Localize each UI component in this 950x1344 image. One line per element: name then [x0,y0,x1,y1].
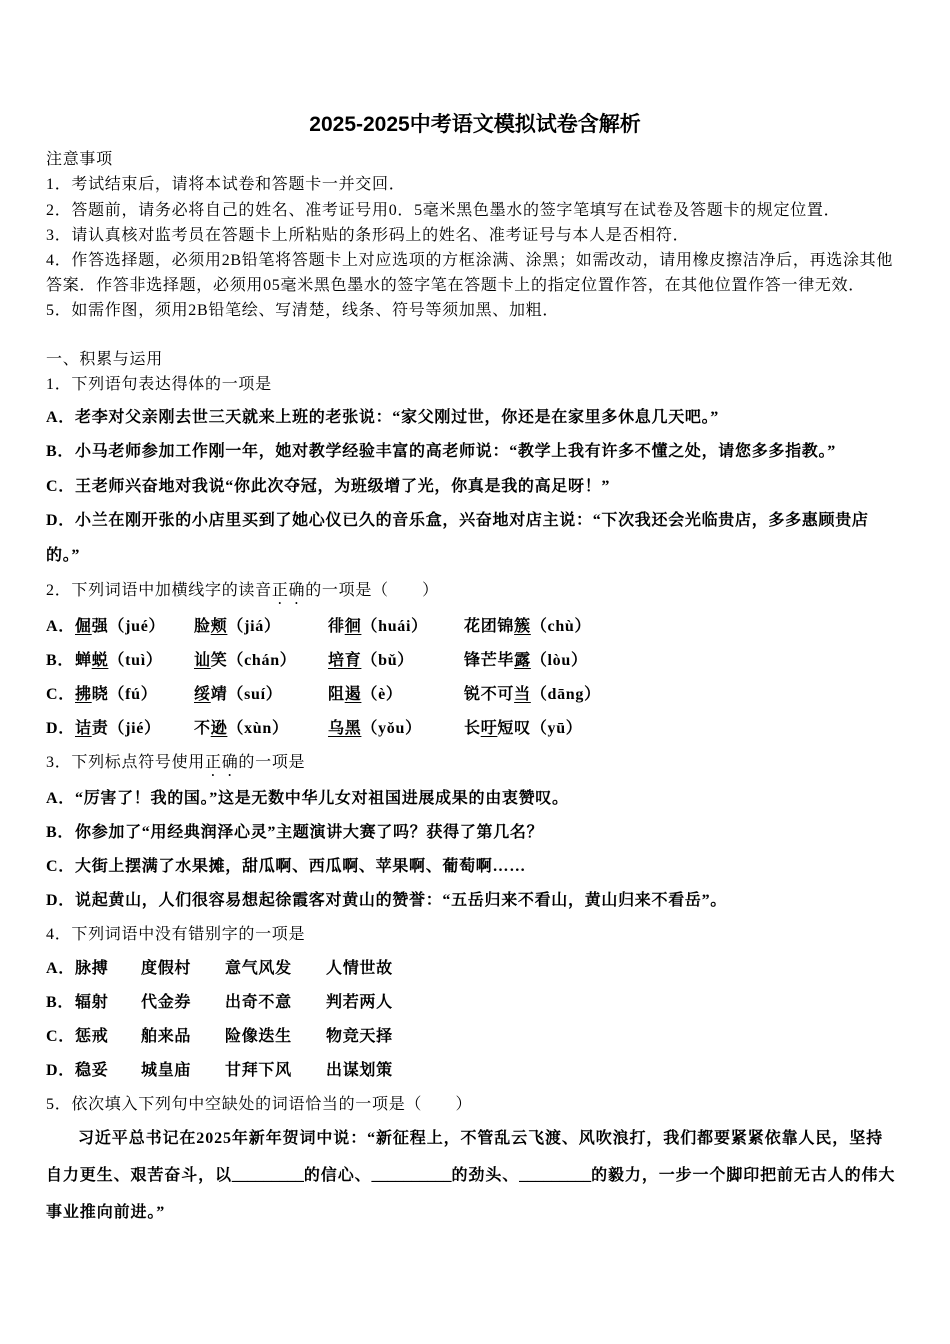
option-label: D． [46,512,75,529]
option-word [328,617,464,637]
pinyin: （bǔ） [361,652,415,669]
option-label: C． [46,858,75,875]
option-text: 小兰在刚开张的小店里买到了她心仪已久的音乐盒，兴奋地对店主说：“下次我还会光临贵店，多多惠顾贵店 [75,512,869,529]
option-label: D． [46,720,75,737]
option-text: 老李对父亲刚去世三天就来上班的老张说：“家父刚过世，你还是在家里多休息几天吧。” [75,409,720,426]
q2-option-d [46,719,583,739]
fill-blank: __________ [371,1167,452,1184]
pinyin: （chán） [227,652,297,669]
passage-text: 的劲头、 [451,1167,520,1184]
underlined-char: 蜕 [91,652,109,669]
q3-option-b [46,823,543,843]
q4-option-d [46,1061,393,1081]
underlined-char: 拂 [75,686,92,703]
option-word [328,719,464,739]
option-word [464,719,583,739]
underlined-char: 培育 [328,652,362,669]
word-text: 靖 [210,686,228,703]
underlined-char: 徊 [344,618,362,635]
option-label: B． [46,443,75,460]
q3-option-a [46,789,569,809]
pinyin: （jiá） [227,618,281,635]
emphasis-text: 正确 [205,754,239,771]
stem-text: 的一项是（ ） [305,582,439,599]
pinyin: （fú） [108,686,158,703]
q5-stem: 5．依次填入下列句中空缺处的词语恰当的一项是（ ） [46,1096,473,1113]
pinyin: （yū） [530,720,583,737]
word-text: 锋芒毕 [464,652,515,669]
option-word: 城皇庙 [141,1062,192,1079]
option-word [464,685,601,705]
notice-line: 3．请认真核对监考员在答题卡上所粘贴的条形码上的姓名、准考证号与本人是否相符． [46,227,690,244]
option-word: 度假村 [141,960,192,977]
stem-text: 的一项是 [238,754,306,771]
option-word [328,651,464,671]
option-word [75,719,194,739]
option-word: 物竞天择 [326,1028,393,1045]
q1-option-b [46,442,836,462]
q5-passage-line [46,1166,895,1186]
underlined-char: 乌黑 [328,720,362,737]
pinyin: （yǒu） [361,720,422,737]
option-word: 意气风发 [225,960,292,977]
option-word [194,685,328,705]
option-word [328,685,464,705]
q5-passage-line: 习近平总书记在2025年新年贺词中说：“新征程上，不管乱云飞渡、风吹浪打，我们都要紧紧依靠人民，坚持 [78,1130,884,1147]
underlined-char: 讪 [194,652,211,669]
emphasis-text: 正确 [271,582,306,599]
option-label: B． [46,824,75,841]
option-word [464,651,588,671]
word-text: 责 [91,720,109,737]
pinyin: （jié） [108,720,161,737]
word-text: 强 [91,618,109,635]
option-text: 说起黄山，人们很容易想起徐霞客对黄山的赞誉：“五岳归来不看山，黄山归来不看岳”。 [75,892,728,909]
notice-line: 答案．作答非选择题，必须用05毫米黑色墨水的签字笔在答题卡上的指定位置作答，在其他位置作答一律无效． [46,277,866,294]
word-text: 脸 [194,618,211,635]
q4-option-b [46,993,393,1013]
word-text: 不 [194,720,211,737]
passage-text: 的信心、 [303,1167,372,1184]
option-text: “厉害了！我的国。”这是无数中华儿女对祖国进展成果的由衷赞叹。 [75,790,569,807]
word-text: 花团锦 [464,618,515,635]
word-text: 长 [464,720,481,737]
option-word: 脉搏 [75,960,109,977]
option-word [75,685,194,705]
underlined-char: 遏 [344,686,362,703]
section-heading: 一、积累与运用 [46,351,163,368]
pinyin: （xùn） [227,720,289,737]
q3-option-d [46,891,727,911]
underlined-char: 簇 [514,618,531,635]
notice-line: 4．作答选择题，必须用2B铅笔将答题卡上对应选项的方框涂满、涂黑；如需改动，请用橡皮擦洁净后，再选涂其他 [46,252,894,269]
pinyin: （jué） [108,618,166,635]
option-label: C． [46,478,75,495]
underlined-char: 露 [514,652,531,669]
q3-option-c [46,857,526,877]
option-label: A． [46,409,75,426]
pinyin: （huái） [361,618,428,635]
option-word: 辐射 [75,994,109,1011]
notice-line: 1．考试结束后，请将本试卷和答题卡一并交回． [46,176,406,193]
pinyin: （tuì） [108,652,163,669]
underlined-char: 逊 [210,720,228,737]
option-label: A． [46,790,75,807]
option-label: D． [46,1062,75,1079]
fill-blank: _________ [519,1167,592,1184]
option-text: 王老师兴奋地对我说“你此次夺冠，为班级增了光，你真是我的高足呀！” [75,478,611,495]
notice-line: 2．答题前，请务必将自己的姓名、准考证号用0．5毫米黑色墨水的签字笔填写在试卷及答题卡的规定位置． [46,202,841,219]
option-text: 你参加了“用经典润泽心灵”主题演讲大赛了吗？获得了第几名？ [75,824,544,841]
option-label: B． [46,652,75,669]
option-word: 稳妥 [75,1062,109,1079]
option-word [194,719,328,739]
q4-option-a [46,959,393,979]
q1-stem: 1．下列语句表达得体的一项是 [46,376,272,393]
word-text: 笑 [210,652,228,669]
option-word [75,651,194,671]
option-label: C． [46,686,75,703]
q2-option-a [46,617,591,637]
q3-stem [46,753,305,780]
notice-line: 5．如需作图，须用2B铅笔绘、写清楚，线条、符号等须加黑、加粗． [46,302,560,319]
fill-blank: _________ [231,1167,304,1184]
passage-text: 自力更生、艰苦奋斗，以 [46,1167,232,1184]
underlined-char: 诘 [75,720,92,737]
option-word: 人情世故 [326,960,393,977]
option-word: 判若两人 [326,994,393,1011]
q1-option-a [46,408,719,428]
q2-stem [46,581,439,608]
option-label: C． [46,1028,75,1045]
word-text: 短叹 [497,720,531,737]
word-text: 晓 [91,686,109,703]
underlined-char: 吁 [480,720,498,737]
option-word [194,651,328,671]
option-word: 代金券 [141,994,192,1011]
option-word: 惩戒 [75,1028,109,1045]
word-text: 阻 [328,686,345,703]
pinyin: （lòu） [530,652,588,669]
word-text: 徘 [328,618,345,635]
option-word [194,617,328,637]
option-word: 舶来品 [141,1028,192,1045]
option-word [464,617,591,637]
notice-heading: 注意事项 [46,151,113,168]
option-label: A． [46,618,75,635]
pinyin: （suí） [227,686,283,703]
page-title: 2025-2025中考语文模拟试卷含解析 [309,113,641,136]
pinyin: （dāng） [530,686,601,703]
underlined-char: 倔 [75,618,92,635]
pinyin: （è） [361,686,403,703]
option-word: 出谋划策 [326,1062,393,1079]
underlined-char: 绥 [194,686,211,703]
pinyin: （chù） [530,618,592,635]
option-label: B． [46,994,75,1011]
option-label: A． [46,960,75,977]
option-word [75,617,194,637]
option-word: 甘拜下风 [225,1062,292,1079]
q1-option-d [46,511,869,531]
passage-text: 的毅力，一步一个脚印把前无古人的伟大 [591,1167,896,1184]
q2-option-c [46,685,601,705]
underlined-char: 当 [514,686,531,703]
q4-stem: 4．下列词语中没有错别字的一项是 [46,926,306,943]
option-label: D． [46,892,75,909]
option-text: 小马老师参加工作刚一年，她对教学经验丰富的高老师说：“教学上我有许多不懂之处，请您多多指教。” [75,443,836,460]
q5-passage-line: 事业推向前进。” [46,1204,166,1221]
option-text: 大街上摆满了水果摊，甜瓜啊、西瓜啊、苹果啊、葡萄啊…… [75,858,526,875]
option-word: 出奇不意 [225,994,292,1011]
q1-option-c [46,477,610,497]
stem-text: 3．下列标点符号使用 [46,754,206,771]
word-text: 锐不可 [464,686,515,703]
option-word: 险像迭生 [225,1028,292,1045]
word-text: 蝉 [75,652,92,669]
stem-text: 2．下列词语中加横线字的读音 [46,582,272,599]
q4-option-c [46,1027,393,1047]
underlined-char: 颊 [210,618,228,635]
q2-option-b [46,651,588,671]
q1-option-d-continued: 的。” [46,547,81,564]
